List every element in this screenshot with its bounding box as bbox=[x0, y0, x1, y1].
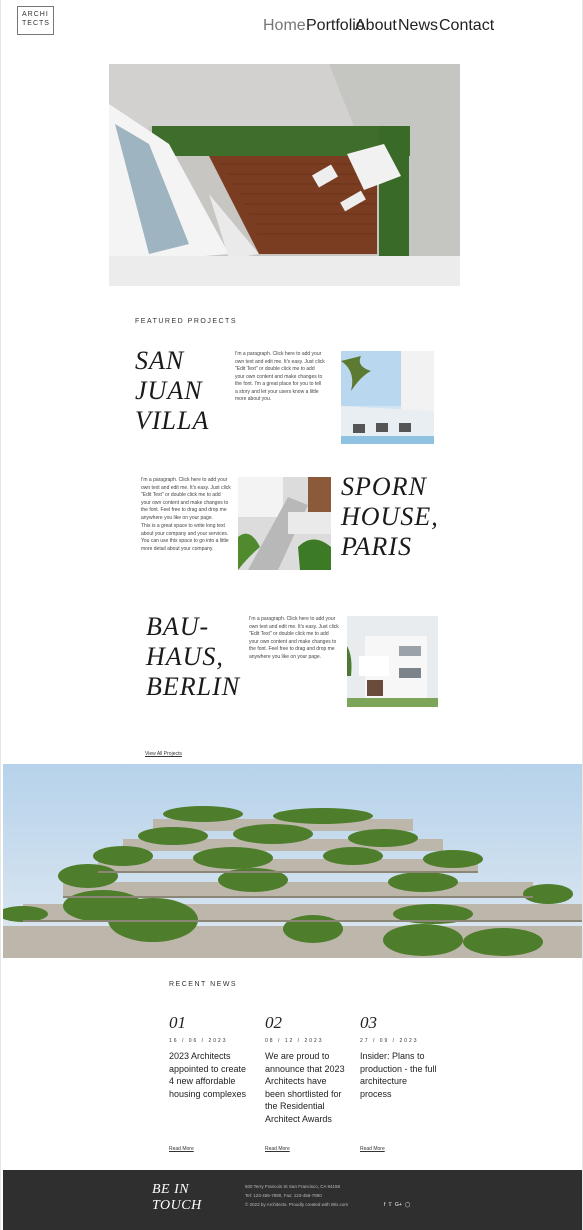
footer-address: 500 Terry Francois St San Francisco, CA 94158 bbox=[245, 1184, 340, 1189]
nav-home[interactable]: Home bbox=[263, 17, 306, 34]
project-title-sporn-house[interactable] bbox=[341, 472, 439, 562]
recent-news-label: RECENT NEWS bbox=[169, 981, 238, 988]
banner-image bbox=[3, 764, 582, 958]
title-line: HOUSE, bbox=[341, 502, 439, 531]
title-line: BERLIN bbox=[146, 672, 241, 701]
nav-news[interactable]: News bbox=[398, 17, 439, 34]
twitter-icon[interactable]: 𝕋 bbox=[388, 1202, 392, 1208]
news-number: 03 bbox=[360, 1013, 377, 1032]
news-title[interactable]: We are proud to announce that 2023 Architects have been shortlisted for the Residential Architect Awards bbox=[265, 1051, 345, 1124]
title-line: SPORN bbox=[341, 472, 427, 501]
news-read-more-link[interactable]: Read More bbox=[169, 1146, 194, 1152]
hero-image bbox=[109, 64, 460, 286]
social-links bbox=[384, 1202, 410, 1208]
news-title[interactable]: 2023 Architects appointed to create 4 new affordable housing complexes bbox=[169, 1051, 247, 1099]
logo-line-1: ARCHI bbox=[22, 11, 49, 18]
site-logo[interactable] bbox=[17, 6, 54, 35]
news-number: 01 bbox=[169, 1013, 186, 1032]
title-line: SAN bbox=[135, 346, 185, 375]
project-description: I'm a paragraph. Click here to add your own text and edit me. It's easy. Just click "Edit Text" or double click me to add your own content and make changes to the font. Feel free to drag and drop me anywhere you like on your page. bbox=[141, 477, 231, 521]
facebook-icon[interactable]: f bbox=[384, 1202, 386, 1208]
project-image-bauhaus[interactable] bbox=[347, 616, 438, 707]
project-image-sporn-house[interactable] bbox=[238, 477, 331, 570]
footer-title-line: BE IN bbox=[152, 1182, 190, 1197]
project-description-extra: This is a great space to write long text about your company and your services. You can use this space to go into a little more detail about your company. bbox=[141, 523, 229, 552]
nav-portfolio[interactable]: Portfolio bbox=[306, 17, 365, 34]
news-date: 16 / 06 / 2023 bbox=[169, 1038, 228, 1044]
title-line: JUAN bbox=[135, 376, 203, 405]
view-all-projects-link[interactable]: View All Projects bbox=[145, 751, 182, 757]
footer-phone: Tel: 123-456-7890, Fax: 123-456-7890 bbox=[245, 1193, 322, 1198]
instagram-icon[interactable]: ◯ bbox=[404, 1202, 411, 1208]
project-description: I'm a paragraph. Click here to add your own text and edit me. It's easy. Just click "Edit Text" or double click me to add your own content and make changes to the font. I'm a great place for you to tell a story and let your users know a little more about you. bbox=[235, 351, 325, 402]
project-image-san-juan[interactable] bbox=[341, 351, 434, 444]
title-line: VILLA bbox=[135, 406, 210, 435]
google-plus-icon[interactable]: G+ bbox=[394, 1202, 402, 1208]
news-date: 08 / 12 / 2023 bbox=[265, 1038, 324, 1044]
title-line: BAU- bbox=[146, 612, 210, 641]
news-read-more-link[interactable]: Read More bbox=[360, 1146, 385, 1152]
logo-line-2: TECTS bbox=[22, 20, 50, 27]
title-line: PARIS bbox=[341, 532, 412, 561]
news-read-more-link[interactable]: Read More bbox=[265, 1146, 290, 1152]
footer-title-line: TOUCH bbox=[152, 1198, 202, 1213]
footer-title bbox=[152, 1182, 202, 1214]
project-title-san-juan[interactable] bbox=[135, 346, 209, 436]
title-line: HAUS, bbox=[146, 642, 224, 671]
news-date: 27 / 09 / 2023 bbox=[360, 1038, 419, 1044]
featured-projects-label: FEATURED PROJECTS bbox=[135, 318, 237, 325]
footer bbox=[3, 1170, 582, 1230]
news-number: 02 bbox=[265, 1013, 282, 1032]
project-title-bauhaus[interactable] bbox=[146, 612, 240, 702]
project-description: I'm a paragraph. Click here to add your own text and edit me. It's easy. Just click "Edit Text" or double click me to add your own content and make changes to the font. Feel free to drag and drop me anywhere you like on your page. bbox=[249, 616, 339, 660]
nav-contact[interactable]: Contact bbox=[439, 17, 495, 34]
news-title[interactable]: Insider: Plans to production - the full architecture process bbox=[360, 1051, 437, 1099]
footer-copyright: © 2023 by Architects. Proudly created with Wix.com bbox=[245, 1202, 349, 1207]
nav-about[interactable]: About bbox=[355, 17, 397, 34]
